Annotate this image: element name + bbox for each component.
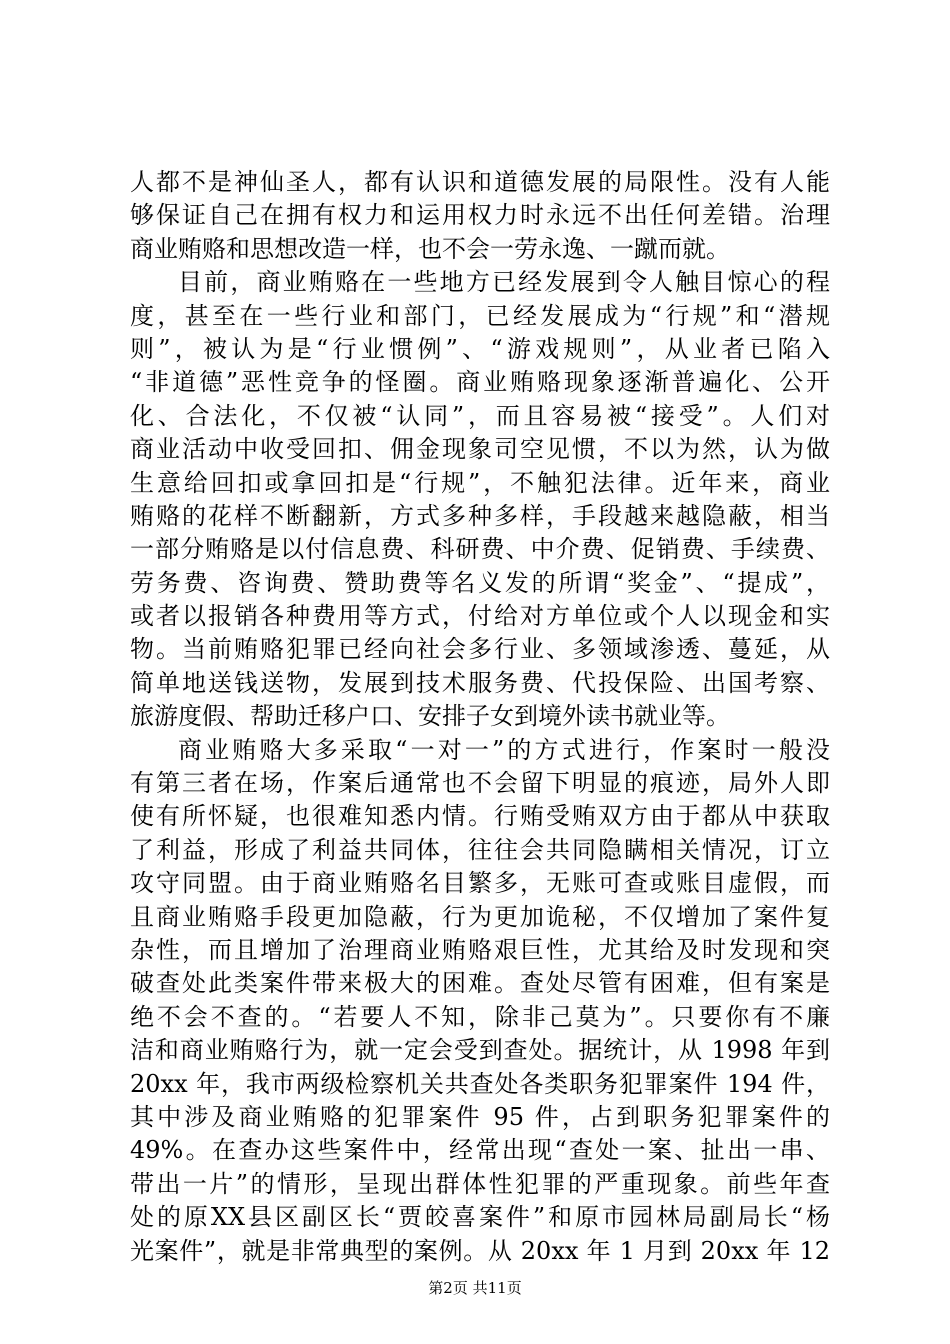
text-line: 物。当前贿赂犯罪已经向社会多行业、多领域渗透、蔓延，从 [130, 635, 830, 664]
text-line: 人都不是神仙圣人，都有认识和道德发展的局限性。没有人能 [130, 168, 830, 196]
text-line: 简单地送钱送物，发展到技术服务费、代投保险、出国考察、 [130, 668, 830, 697]
page-footer: 第2页 共11页 [428, 1279, 522, 1297]
text-line: 了利益，形成了利益共同体，往往会共同隐瞒相关情况，订立 [130, 835, 830, 864]
text-line: 且商业贿赂手段更加隐蔽，行为更加诡秘，不仅增加了案件复 [130, 902, 830, 931]
text-line: 杂性，而且增加了治理商业贿赂艰巨性，尤其给及时发现和突 [130, 935, 830, 964]
text-line: 够保证自己在拥有权力和运用权力时永远不出任何差错。治理 [130, 201, 830, 230]
text-line: 商业贿赂和思想改造一样，也不会一劳永逸、一蹴而就。 [130, 234, 730, 263]
text-line: 化、合法化，不仅被“认同”，而且容易被“接受”。人们对 [130, 401, 830, 430]
text-line: 带出一片”的情形，呈现出群体性犯罪的严重现象。前些年查 [130, 1169, 830, 1198]
text-line: 洁和商业贿赂行为，就一定会受到查处。据统计，从 1998 年到 [130, 1036, 830, 1065]
document-body [130, 166, 830, 1268]
text-line: 有第三者在场，作案后通常也不会留下明显的痕迹，局外人即 [130, 769, 830, 798]
text-line: 商业贿赂大多采取“一对一”的方式进行，作案时一般没 [178, 735, 830, 764]
text-line: 使有所怀疑，也很难知悉内情。行贿受贿双方由于都从中获取 [130, 802, 830, 831]
text-line: 49%。在查办这些案件中，经常出现“查处一案、扯出一串、 [130, 1136, 830, 1165]
text-line: 其中涉及商业贿赂的犯罪案件 95 件，占到职务犯罪案件的 [130, 1102, 830, 1131]
text-line: 破查处此类案件带来极大的困难。查处尽管有困难，但有案是 [130, 969, 830, 998]
text-line: “非道德”恶性竞争的怪圈。商业贿赂现象逐渐普遍化、公开 [130, 368, 830, 397]
text-line: 处的原XX县区副区长“贾皎喜案件”和原市园林局副局长“杨 [130, 1203, 830, 1232]
text-line: 旅游度假、帮助迁移户口、安排子女到境外读书就业等。 [130, 702, 730, 731]
text-line: 则”，被认为是“行业惯例”、“游戏规则”，从业者已陷入 [130, 334, 830, 363]
text-line: 光案件”，就是非常典型的案例。从 20xx 年 1 月到 20xx 年 12 [130, 1236, 830, 1265]
text-line: 目前，商业贿赂在一些地方已经发展到令人触目惊心的程 [178, 268, 830, 297]
text-line: 一部分贿赂是以付信息费、科研费、中介费、促销费、手续费、 [130, 535, 830, 564]
text-line: 20xx 年，我市两级检察机关共查处各类职务犯罪案件 194 件， [130, 1069, 830, 1098]
text-line: 生意给回扣或拿回扣是“行规”，不触犯法律。近年来，商业 [130, 468, 830, 497]
text-line: 劳务费、咨询费、赞助费等名义发的所谓“奖金”、“提成”， [130, 568, 830, 597]
text-line: 绝不会不查的。“若要人不知，除非己莫为”。只要你有不廉 [130, 1002, 830, 1031]
text-line: 或者以报销各种费用等方式，付给对方单位或个人以现金和实 [130, 602, 830, 631]
text-line: 商业活动中收受回扣、佣金现象司空见惯，不以为然，认为做 [130, 435, 830, 464]
text-line: 度，甚至在一些行业和部门，已经发展成为“行规”和“潜规 [130, 301, 830, 330]
text-line: 贿赂的花样不断翻新，方式多种多样，手段越来越隐蔽，相当 [130, 501, 830, 530]
text-line: 攻守同盟。由于商业贿赂名目繁多，无账可查或账目虚假，而 [130, 869, 830, 898]
